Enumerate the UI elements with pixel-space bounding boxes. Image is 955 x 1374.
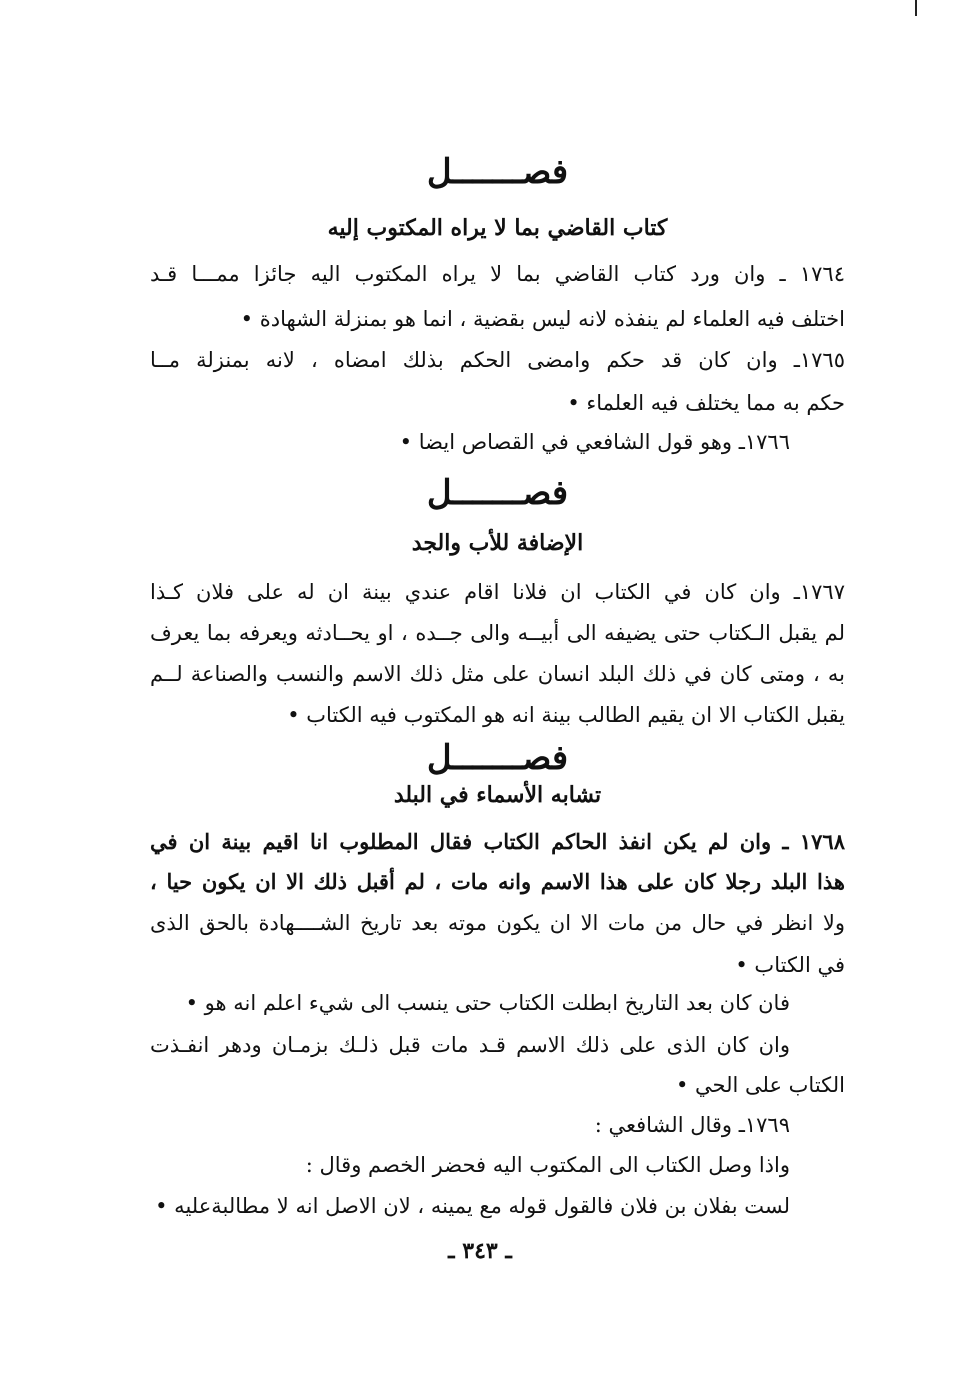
paragraph-line-9: يقبل الكتاب الا ان يقيم الطالب بينة انه هو المكتوب فيه الكتاب • bbox=[287, 703, 845, 727]
paragraph-line-2: اختلف فيه العلماء لم ينفذه لانه ليس بقضية ، انما هو بمنزلة الشهادة • bbox=[240, 307, 845, 331]
paragraph-line-7: لم يقبل الـكتاب حتى يضيفه الى أبيــه والى جــده ، او يحــادثه ويعرفه بما يعرف bbox=[150, 621, 845, 645]
section-subtitle-2: الإضافة للأب والجد bbox=[411, 530, 584, 556]
section-subtitle-3: تشابه الأسماء في البلد bbox=[393, 782, 602, 808]
paragraph-line-11: هذا البلد رجلا كان على هذا الاسم وانه مات ، لم أقبل ذلك الا ان يكون حيا ، bbox=[150, 869, 845, 894]
paragraph-line-10: ١٧٦٨ ـ وان لم يكن انفذ الحاكم الكتاب فقال المطلوب انا اقيم بينة ان في bbox=[150, 829, 845, 854]
section-heading-3: فصـــــــل bbox=[426, 738, 569, 778]
section-heading-2: فصـــــــل bbox=[426, 473, 569, 513]
paragraph-line-5: ١٧٦٦ـ وهو قول الشافعي في القصاص ايضا • bbox=[399, 430, 790, 454]
paragraph-line-4: حكم به مما يختلف فيه العلماء • bbox=[567, 391, 845, 415]
paragraph-line-8: به ، ومتى كان في ذلك البلد انسان على مثل ذلك الاسم والنسب والصناعة لــم bbox=[150, 662, 845, 686]
paragraph-line-15: وان كان الذى على ذلك الاسم قـد مات قبل ذلـك بزمـان ودهر انفـذت bbox=[150, 1033, 790, 1057]
paragraph-line-13: في الكتاب • bbox=[735, 953, 845, 977]
paragraph-line-1: ١٧٦٤ ـ وان ورد كتاب القاضي بما لا يراه المكتوب اليه جائزا ممـــا قـد bbox=[150, 262, 845, 286]
paragraph-line-6: ١٧٦٧ـ وان كان في الكتاب ان فلانا اقام عندي بينة ان له على فلان كـذا bbox=[150, 580, 845, 604]
paragraph-line-3: ١٧٦٥ـ وان كان قد حكم وامضى الحكم بذلك امضاه ، لانه بمنزلة مــا bbox=[150, 348, 845, 372]
section-heading-1: فصـــــــل bbox=[426, 152, 569, 192]
page-number: ـ ٣٤٣ ـ bbox=[448, 1238, 512, 1264]
paragraph-line-14: فان كان بعد التاريخ ابطلت الكتاب حتى ينسب الى شيء اعلم انه هو • bbox=[185, 991, 790, 1015]
paragraph-line-16: الكتاب على الحي • bbox=[675, 1073, 845, 1097]
paragraph-line-12: ولا انظر في حال من مات الا ان يكون موته بعد تاريخ الشــــهادة بالحق الذى bbox=[150, 911, 845, 935]
paragraph-line-19: لست بفلان بن فلان فالقول قوله مع يمينه ، لان الاصل انه لا مطالبةعليه • bbox=[155, 1194, 790, 1218]
paragraph-line-18: واذا وصل الكتاب الى المكتوب اليه فحضر الخصم وقال : bbox=[305, 1153, 790, 1177]
section-subtitle-1: كتاب القاضي بما لا يراه المكتوب إليه bbox=[327, 215, 668, 241]
paragraph-line-17: ١٧٦٩ـ وقال الشافعي : bbox=[594, 1113, 790, 1137]
scan-mark bbox=[915, 0, 917, 16]
